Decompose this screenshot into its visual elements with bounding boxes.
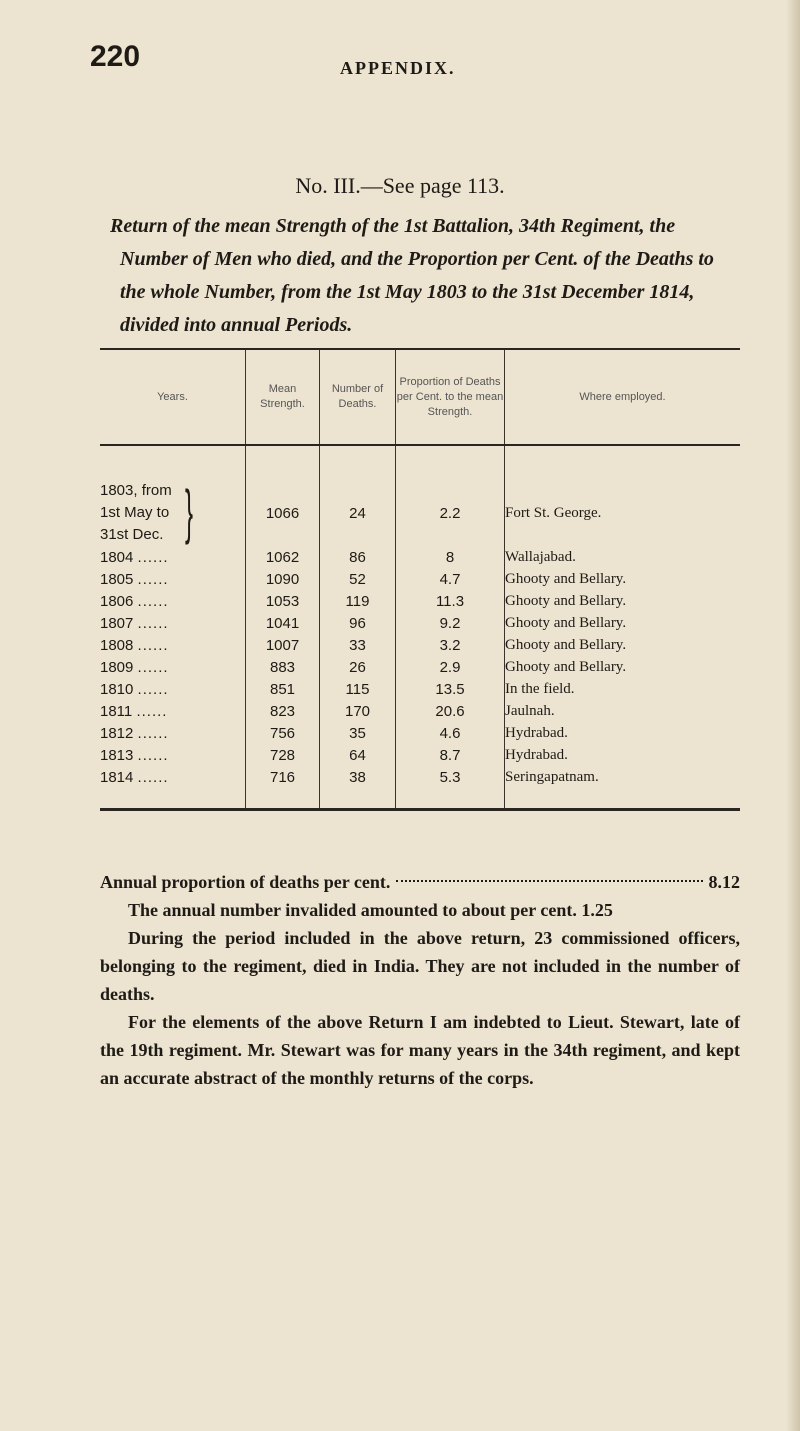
- year-value: 1806: [100, 592, 134, 610]
- deaths-cell: 24: [320, 445, 396, 546]
- strength-cell: 1053: [246, 590, 320, 612]
- header-deaths: Number of Deaths.: [320, 349, 396, 445]
- year-cell: [100, 656, 246, 678]
- deaths-cell: 26: [320, 656, 396, 678]
- year-cell: [100, 612, 246, 634]
- year-dots: ......: [137, 636, 169, 654]
- table-row: [100, 700, 740, 722]
- where-cell: Ghooty and Bellary.: [505, 658, 627, 675]
- year-line: 31st Dec.: [100, 526, 164, 543]
- deaths-cell: 64: [320, 744, 396, 766]
- year-dots: ......: [137, 746, 169, 764]
- proportion-cell: 13.5: [396, 678, 505, 700]
- page-number: 220: [90, 40, 141, 73]
- year-dots: ......: [137, 570, 169, 588]
- deaths-cell: 38: [320, 766, 396, 810]
- year-value: 1808: [100, 636, 134, 654]
- mortality-table: [100, 348, 740, 811]
- year-cell: [100, 590, 246, 612]
- table-row: [100, 634, 740, 656]
- dot-leader: [396, 880, 702, 882]
- deaths-cell: 119: [320, 590, 396, 612]
- year-cell: [100, 568, 246, 590]
- year-value: 1814: [100, 768, 134, 786]
- proportion-cell: 5.3: [396, 766, 505, 810]
- year-cell: [100, 634, 246, 656]
- year-cell: [100, 700, 246, 722]
- deaths-cell: 170: [320, 700, 396, 722]
- annual-proportion-line: [100, 868, 740, 896]
- table-header-row: [100, 349, 740, 445]
- deaths-cell: 115: [320, 678, 396, 700]
- proportion-cell: 9.2: [396, 612, 505, 634]
- header-strength: Mean Strength.: [246, 349, 320, 445]
- proportion-cell: 11.3: [396, 590, 505, 612]
- year-value: 1804: [100, 548, 134, 566]
- deaths-cell: 52: [320, 568, 396, 590]
- proportion-cell: 8.7: [396, 744, 505, 766]
- year-value: 1805: [100, 570, 134, 588]
- header-proportion: Proportion of Deaths per Cent. to the mean Strength.: [396, 349, 505, 445]
- proportion-cell: 2.9: [396, 656, 505, 678]
- table-row: [100, 568, 740, 590]
- first-year-block: [100, 480, 245, 546]
- proportion-cell: 3.2: [396, 634, 505, 656]
- header-years: Years.: [100, 349, 246, 445]
- strength-cell: 1090: [246, 568, 320, 590]
- strength-cell: 716: [246, 766, 320, 810]
- year-value: 1807: [100, 614, 134, 632]
- strength-cell: 756: [246, 722, 320, 744]
- where-cell: Ghooty and Bellary.: [505, 614, 627, 631]
- where-cell: Hydrabad.: [505, 724, 568, 741]
- paragraph-acknowledgement: For the elements of the above Return I am indebted to Lieut. Stewart, late of the 19th regiment. Mr. Stewart was for many years in the 34th regiment, and kept an accurate abstract of the monthly returns of the corps.: [100, 1012, 740, 1088]
- running-head: APPENDIX.: [340, 58, 456, 78]
- table-row: [100, 656, 740, 678]
- table-row: [100, 678, 740, 700]
- proportion-cell: 4.7: [396, 568, 505, 590]
- year-dots: ......: [137, 768, 169, 786]
- year-line: 1803, from: [100, 482, 172, 499]
- header-where: Where employed.: [505, 349, 741, 445]
- year-dots: ......: [137, 548, 169, 566]
- where-cell: In the field.: [505, 680, 575, 697]
- table-row: [100, 612, 740, 634]
- paragraph-officers: During the period included in the above return, 23 commissioned officers, belonging to the regiment, died in India. They are not included in the number of deaths.: [100, 928, 740, 1004]
- where-cell: Fort St. George.: [505, 504, 602, 521]
- year-value: 1813: [100, 746, 134, 764]
- deaths-cell: 86: [320, 546, 396, 568]
- deaths-cell: 33: [320, 634, 396, 656]
- proportion-cell: 4.6: [396, 722, 505, 744]
- where-cell: Ghooty and Bellary.: [505, 592, 627, 609]
- table-caption: Return of the mean Strength of the 1st Battalion, 34th Regiment, the Number of Men who died, and the Proportion per Cent. of the Deaths to the whole Number, from the 1st May 1803 to the 31st December 1814, divided into annual Periods.: [110, 215, 714, 336]
- year-dots: ......: [137, 592, 169, 610]
- table-row: [100, 744, 740, 766]
- year-cell: [100, 546, 246, 568]
- where-cell: Hydrabad.: [505, 746, 568, 763]
- annual-value: 8.12: [708, 872, 740, 892]
- invalided-line: The annual number invalided amounted to about per cent. 1.25: [128, 900, 613, 920]
- table-row: [100, 445, 740, 546]
- table-row: [100, 722, 740, 744]
- where-cell: Jaulnah.: [505, 702, 555, 719]
- strength-cell: 1041: [246, 612, 320, 634]
- year-dots: ......: [137, 614, 169, 632]
- year-cell: [100, 722, 246, 744]
- deaths-cell: 96: [320, 612, 396, 634]
- table-row: [100, 766, 740, 810]
- brace-glyph: }: [185, 478, 194, 545]
- annual-label: Annual proportion of deaths per cent.: [100, 872, 391, 892]
- where-cell: Wallajabad.: [505, 548, 576, 565]
- year-cell: [100, 445, 246, 546]
- proportion-cell: 20.6: [396, 700, 505, 722]
- year-dots: ......: [136, 702, 168, 720]
- strength-cell: 728: [246, 744, 320, 766]
- proportion-cell: 8: [396, 546, 505, 568]
- where-cell: Seringapatnam.: [505, 766, 741, 810]
- year-dots: ......: [137, 680, 169, 698]
- year-cell: [100, 744, 246, 766]
- strength-cell: 1066: [246, 445, 320, 546]
- where-cell: Ghooty and Bellary.: [505, 570, 627, 587]
- strength-cell: 883: [246, 656, 320, 678]
- year-dots: ......: [137, 724, 169, 742]
- proportion-cell: 2.2: [396, 445, 505, 546]
- year-dots: ......: [137, 658, 169, 676]
- year-cell: [100, 766, 246, 810]
- strength-cell: 1007: [246, 634, 320, 656]
- year-cell: [100, 678, 246, 700]
- where-cell: Ghooty and Bellary.: [505, 636, 627, 653]
- strength-cell: 851: [246, 678, 320, 700]
- table-number: No. III.—See page 113.: [295, 173, 505, 198]
- deaths-cell: 35: [320, 722, 396, 744]
- table-row: [100, 590, 740, 612]
- year-line: 1st May to: [100, 504, 170, 521]
- table-row: [100, 546, 740, 568]
- year-value: 1812: [100, 724, 134, 742]
- notes-section: [100, 868, 740, 1092]
- year-value: 1810: [100, 680, 134, 698]
- year-value: 1809: [100, 658, 134, 676]
- strength-cell: 1062: [246, 546, 320, 568]
- page-edge-shadow: [786, 0, 800, 1431]
- strength-cell: 823: [246, 700, 320, 722]
- year-value: 1811: [100, 702, 133, 720]
